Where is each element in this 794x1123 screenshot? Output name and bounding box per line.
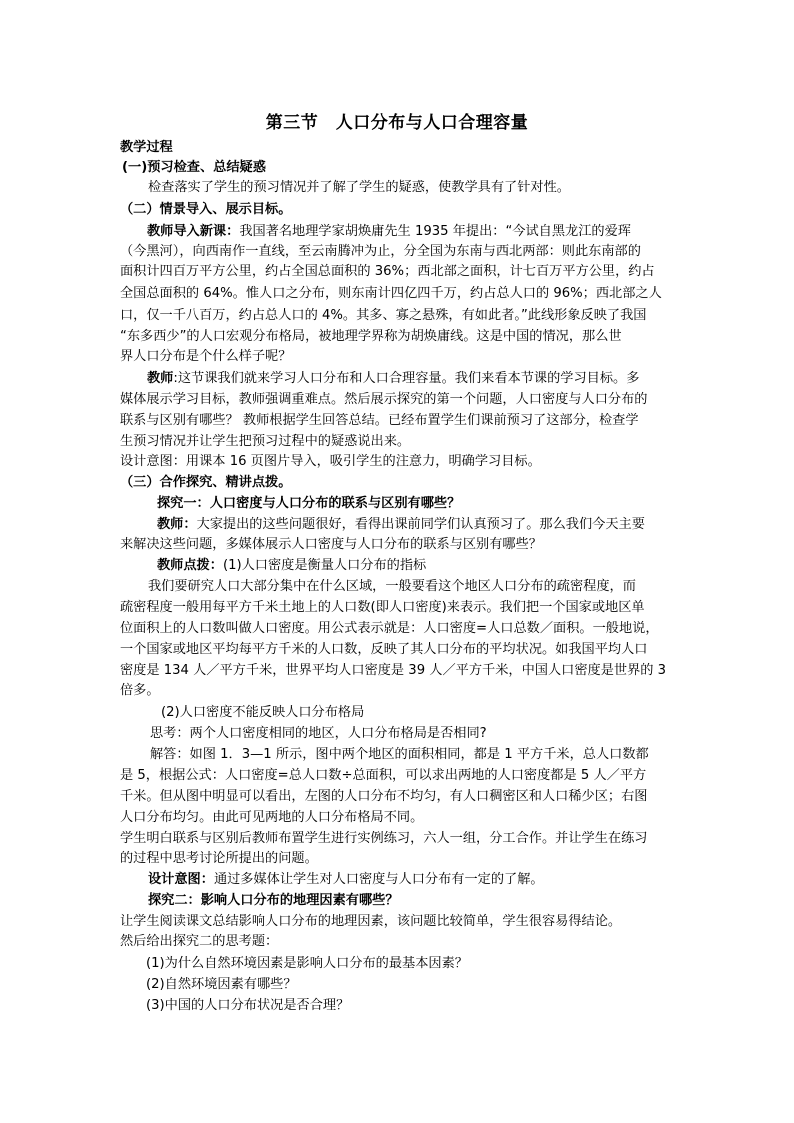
label-teacher: 教师 xyxy=(147,371,174,386)
paragraph-line: (2)人口密度不能反映人口分布格局 xyxy=(161,705,365,720)
paragraph-line: 全国总面积的 64%。惟人口之分布，则东南计四亿四千万，约占总人口的 96%；西北部之人 xyxy=(120,286,662,301)
text-span: 我国著名地理学家胡焕庸先生 1935 年提出：“今试自黑龙江的爱珲 xyxy=(239,224,631,239)
text-span: 通过多媒体让学生对人口密度与人口分布有一定的了解。 xyxy=(213,872,544,887)
paragraph-line xyxy=(147,369,639,389)
paragraph-line: 解答：如图 1．3—1 所示，图中两个地区的面积相同，都是 1 平方千米，总人口数都 xyxy=(150,747,649,762)
text-span: 大家提出的这些问题很好，看得出课前同学们认真预习了。那么我们今天主要 xyxy=(196,517,645,532)
paragraph-line: （今黑河），向西南作一直线，至云南腾冲为止，分全国为东南与西北两部：则此东南部的 xyxy=(120,244,641,259)
paragraph-line: 联系与区别有哪些？ 教师根据学生回答总结。已经布置学生们课前预习了这部分，检查学 xyxy=(120,413,639,428)
paragraph-line: 疏密程度一般用每平方千米土地上的人口数(即人口密度)来表示。我们把一个国家或地区单 xyxy=(120,600,645,615)
list-item: (2)自然环境因素有哪些？ xyxy=(146,977,297,992)
paragraph-line: 位面积上的人口数叫做人口密度。用公式表示就是：人口密度=人口总数／面积。一般地说， xyxy=(120,621,659,636)
paragraph-line: 千米。但从图中明显可以看出，左图的人口分布不均匀，有人口稠密区和人口稀少区；右图 xyxy=(120,789,648,804)
label-teacher: 教师： xyxy=(157,517,197,532)
section-heading-2: （二）情景导入、展示目标。 xyxy=(120,202,292,217)
paragraph-line: 我们要研究人口大部分集中在什么区域，一般要看这个地区人口分布的疏密程度，而 xyxy=(148,579,636,594)
paragraph-line: 密度是 134 人／平方千米，世界平均人口密度是 39 人／平方千米，中国人口密度是世界的 3 xyxy=(120,663,667,678)
paragraph-line xyxy=(147,222,631,242)
paragraph-line: 面积计四百万平方公里，约占全国总面积的 36%；西北部之面积，计七百万平方公里，约占 xyxy=(120,264,655,279)
label-teacher-intro: 教师导入新课： xyxy=(147,224,240,239)
page-title: 第三节 人口分布与人口合理容量 xyxy=(265,113,529,133)
label-design-intent: 设计意图： xyxy=(148,872,214,887)
paragraph-line: 然后给出探究二的思考题： xyxy=(120,934,279,949)
inquiry-2-heading: 探究二：影响人口分布的地理因素有哪些？ xyxy=(148,893,399,908)
paragraph-line: 检查落实了学生的预习情况并了解了学生的疑惑，使教学具有了针对性。 xyxy=(148,180,570,195)
list-item: (3)中国的人口分布状况是否合理？ xyxy=(146,998,350,1013)
paragraph-line: 的过程中思考讨论所提出的问题。 xyxy=(120,851,318,866)
inquiry-1-heading: 探究一：人口密度与人口分布的联系与区别有哪些？ xyxy=(157,496,461,511)
think-question: 思考：两个人口密度相同的地区，人口分布格局是否相同? xyxy=(150,726,487,741)
paragraph-line xyxy=(157,515,645,535)
paragraph-line: 人口分布均匀。由此可见两地的人口分布格局不同。 xyxy=(120,810,424,825)
paragraph-line: 倍多。 xyxy=(120,683,160,698)
paragraph-line: 让学生阅读课文总结影响人口分布的地理因素，该问题比较简单，学生很容易得结论。 xyxy=(120,914,622,929)
paragraph-line xyxy=(148,870,544,890)
paragraph-line: 是 5，根据公式：人口密度=总人口数÷总面积，可以求出两地的人口密度都是 5 人／平方 xyxy=(120,768,647,783)
text-span: :这节课我们就来学习人口分布和人口合理容量。我们来看本节课的学习目标。多 xyxy=(173,371,640,386)
list-item: (1)为什么自然环境因素是影响人口分布的最基本因素？ xyxy=(146,956,468,971)
paragraph-line: 口，仅一千八百万，约占总人口的 4%。其多、寡之悬殊，有如此者。”此线形象反映了我国 xyxy=(120,308,647,323)
heading-teaching-process: 教学过程 xyxy=(120,140,173,155)
section-heading-3: （三）合作探究、精讲点拨。 xyxy=(120,475,292,490)
paragraph-line: 来解决这些问题，多媒体展示人口密度与人口分布的联系与区别有哪些？ xyxy=(120,537,542,552)
section-heading-1: (一)预习检查、总结疑惑 xyxy=(122,160,266,175)
text-span: (1)人口密度是衡量人口分布的指标 xyxy=(222,558,427,573)
paragraph-line xyxy=(157,556,426,576)
design-intent: 设计意图：用课本 16 页图片导入，吸引学生的注意力，明确学习目标。 xyxy=(120,454,541,469)
paragraph-line: 学生明白联系与区别后教师布置学生进行实例练习，六人一组，分工合作。并让学生在练习 xyxy=(120,831,648,846)
label-teacher-tip: 教师点拨： xyxy=(157,558,223,573)
paragraph-line: 生预习情况并让学生把预习过程中的疑惑说出来。 xyxy=(120,434,411,449)
paragraph-line: 媒体展示学习目标，教师强调重难点。然后展示探究的第一个问题，人口密度与人口分布的 xyxy=(120,392,648,407)
paragraph-line: 界人口分布是个什么样子呢？ xyxy=(120,349,292,364)
paragraph-line: 一个国家或地区平均每平方千米的人口数，反映了其人口分布的平均状况。如我国平均人口 xyxy=(120,642,648,657)
paragraph-line: “东多西少”的人口宏观分布格局，被地理学界称为胡焕庸线。这是中国的情况，那么世 xyxy=(120,329,622,344)
